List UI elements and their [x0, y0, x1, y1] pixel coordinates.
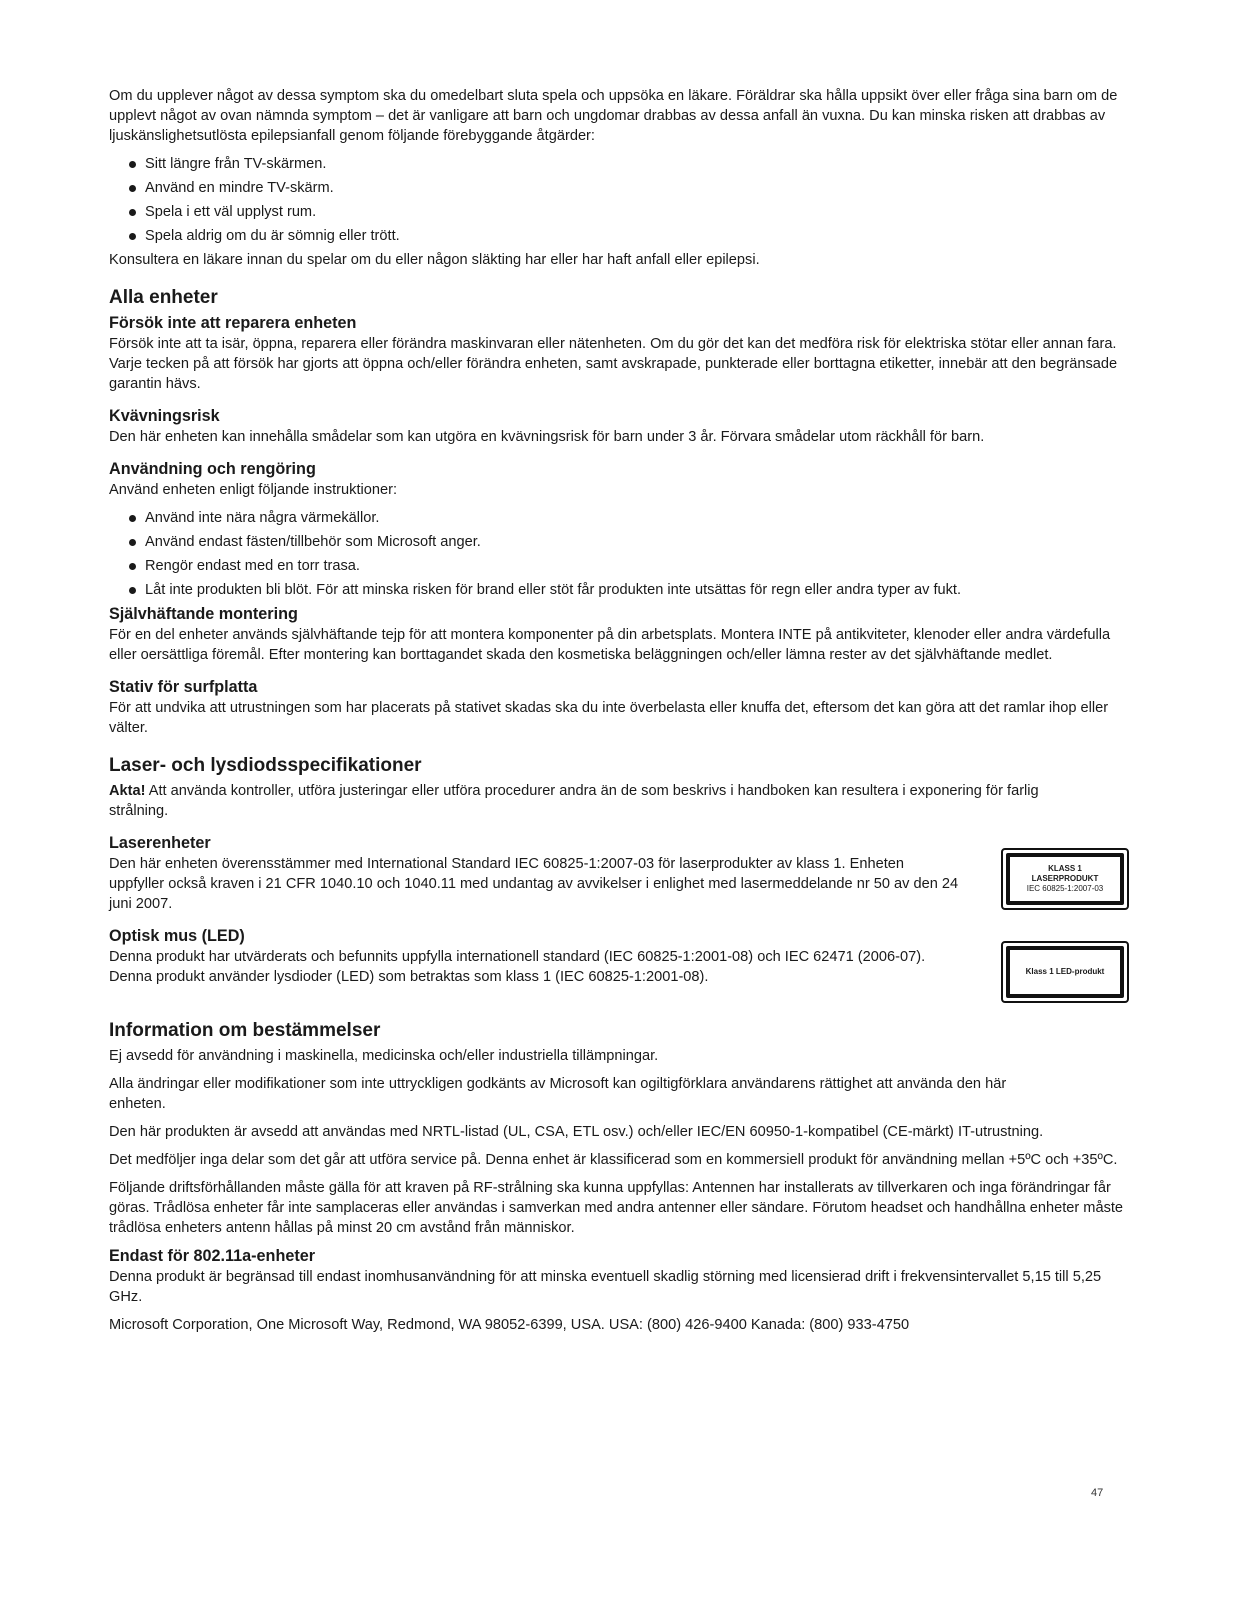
laser-class-label: [1001, 848, 1129, 910]
optisk-row: [109, 947, 1129, 1003]
subheading-80211a: Endast för 802.11a-enheter: [109, 1247, 316, 1265]
laserenheter-text: Den här enheten överensstämmer med International Standard IEC 60825-1:2007-03 för laserprodukter av klass 1. Enheten uppfyller också kraven i 21 CFR 1040.10 och 1040.11 med undantag av avvikelser i enlighet med lasermeddelande nr 50 av den 24 juni 2007.: [109, 856, 959, 912]
subheading-kvavningsrisk: Kvävningsrisk: [109, 407, 220, 425]
kvavningsrisk-text: Den här enheten kan innehålla smådelar som kan utgöra en kvävningsrisk för barn under 3 år. Förvara smådelar utom räckhåll för barn.: [109, 429, 985, 445]
intro-bullet-list: [109, 154, 1129, 246]
optisk-text: Denna produkt har utvärderats och befunnits uppfylla internationell standard (IEC 60825-1:2001-08) och IEC 62471 (2006-07). Denna produkt använder lysdioder (LED) som betraktas som klass 1 (IEC 60825-1:2001-08).: [109, 949, 926, 985]
info-paragraph: Alla ändringar eller modifikationer som inte uttryckligen godkänts av Microsoft kan ogiltigförklara användarens rättighet att använda den här enheten.: [109, 1076, 1007, 1112]
list-item: Spela aldrig om du är sömnig eller trött.: [129, 226, 1129, 246]
led-class-label: [1001, 941, 1129, 1003]
anvandning-bullet-list: [109, 508, 1129, 600]
stativ-text: För att undvika att utrustningen som har placerats på stativet skadas ska du inte överbelasta eller knuffa det, eftersom det kan göra att det ramlar ihop eller välter.: [109, 700, 1109, 736]
laser-label-line1: KLASS 1: [1048, 864, 1082, 873]
laser-label-line3: IEC 60825-1:2007-03: [1026, 884, 1104, 893]
section-heading-alla-enheter: Alla enheter: [109, 287, 218, 308]
laser-label-line2: LASERPRODUKT: [1031, 874, 1099, 883]
page-content: [109, 86, 1129, 1335]
section-heading-information: Information om bestämmelser: [109, 1020, 381, 1041]
laserenheter-row: [109, 854, 1129, 914]
reparera-text: Försök inte att ta isär, öppna, reparera eller förändra maskinvaran eller nätenheten. Om du gör det kan det medföra risk för elektriska stötar eller annan fara. Varje tecken på att försök har gjorts att öppna och/eller förändra enheten, samt avskrapade, punkterade eller borttagna etiketter, innebär att den begränsade garantin hävs.: [109, 336, 1118, 392]
info-paragraph: Följande driftsförhållanden måste gälla för att kraven på RF-strålning ska kunna uppfyllas: Antennen har installerats av tillverkaren och inga förändringar får göras. Trådlösa enheter får inte samplaceras eller användas i samverkan med andra antenner eller sändare. Förutom headset och handhållna enheter måste trådlösa enheters antenn hållas på minst 20 cm avstånd från människor.: [109, 1180, 1124, 1236]
subheading-sjalvhaftande: Självhäftande montering: [109, 605, 298, 623]
led-label-text: Klass 1 LED-produkt: [1025, 967, 1105, 976]
info-paragraph: Ej avsedd för användning i maskinella, medicinska och/eller industriella tillämpningar.: [109, 1048, 659, 1064]
list-item: Sitt längre från TV-skärmen.: [129, 154, 1129, 174]
list-item: Använd en mindre TV-skärm.: [129, 178, 1129, 198]
laser-class-label-inner: [1006, 853, 1124, 905]
akta-paragraph: [109, 781, 1049, 821]
subheading-anvandning: Användning och rengöring: [109, 460, 316, 478]
address-line: Microsoft Corporation, One Microsoft Way, Redmond, WA 98052-6399, USA. USA: (800) 426-9400 Kanada: (800) 933-4750: [109, 1317, 910, 1333]
list-item: Rengör endast med en torr trasa.: [129, 556, 1129, 576]
subheading-reparera: Försök inte att reparera enheten: [109, 314, 357, 332]
intro-paragraph: Om du upplever något av dessa symptom ska du omedelbart sluta spela och uppsöka en läkare. Föräldrar ska hålla uppsikt över eller fråga sina barn om de upplevt något av ovan nämnda symptom – det är vanligare att barn och ungdomar drabbas av dessa anfall än vuxna. Du kan minska risken att drabbas av ljuskänslighetsutlösta epilepsianfall genom följande förebyggande åtgärder:: [109, 88, 1118, 144]
list-item: Använd endast fästen/tillbehör som Microsoft anger.: [129, 532, 1129, 552]
list-item: Spela i ett väl upplyst rum.: [129, 202, 1129, 222]
page-number: 47: [1091, 1487, 1104, 1499]
anvandning-text: Använd enheten enligt följande instruktioner:: [109, 482, 398, 498]
akta-label: Akta!: [109, 783, 146, 799]
intro-closing: Konsultera en läkare innan du spelar om du eller någon släkting har eller har haft anfall eller epilepsi.: [109, 252, 760, 268]
led-class-label-inner: [1006, 946, 1124, 998]
subheading-optisk-mus: Optisk mus (LED): [109, 927, 245, 945]
list-item: Låt inte produkten bli blöt. För att minska risken för brand eller stöt får produkten inte utsättas för regn eller andra typer av fukt.: [129, 580, 1129, 600]
info-paragraph: Den här produkten är avsedd att användas med NRTL-listad (UL, CSA, ETL osv.) och/eller IEC/EN 60950-1-kompatibel (CE-märkt) IT-utrustning.: [109, 1124, 1044, 1140]
subheading-laserenheter: Laserenheter: [109, 834, 211, 852]
info-paragraph: Det medföljer inga delar som det går att utföra service på. Denna enhet är klassificerad som en kommersiell produkt för användning mellan +5ºC och +35ºC.: [109, 1152, 1118, 1168]
akta-text: Att använda kontroller, utföra justeringar eller utföra procedurer andra än de som beskrivs i handboken kan resultera i exponering för farlig strålning.: [109, 783, 1039, 819]
section-heading-laser: Laser- och lysdiodsspecifikationer: [109, 755, 422, 776]
sjalvhaftande-text: För en del enheter används självhäftande tejp för att montera komponenter på din arbetsplats. Montera INTE på antikviteter, klenoder eller andra värdefulla eller oersättliga föremål. Efter montering kan borttagandet skada den kosmetiska beläggningen och/eller lämna rester av det självhäftande medlet.: [109, 627, 1111, 663]
list-item: Använd inte nära några värmekällor.: [129, 508, 1129, 528]
80211a-text: Denna produkt är begränsad till endast inomhusanvändning för att minska eventuell skadlig störning med licensierad drift i frekvensintervallet 5,15 till 5,25 GHz.: [109, 1269, 1102, 1305]
subheading-stativ: Stativ för surfplatta: [109, 678, 258, 696]
